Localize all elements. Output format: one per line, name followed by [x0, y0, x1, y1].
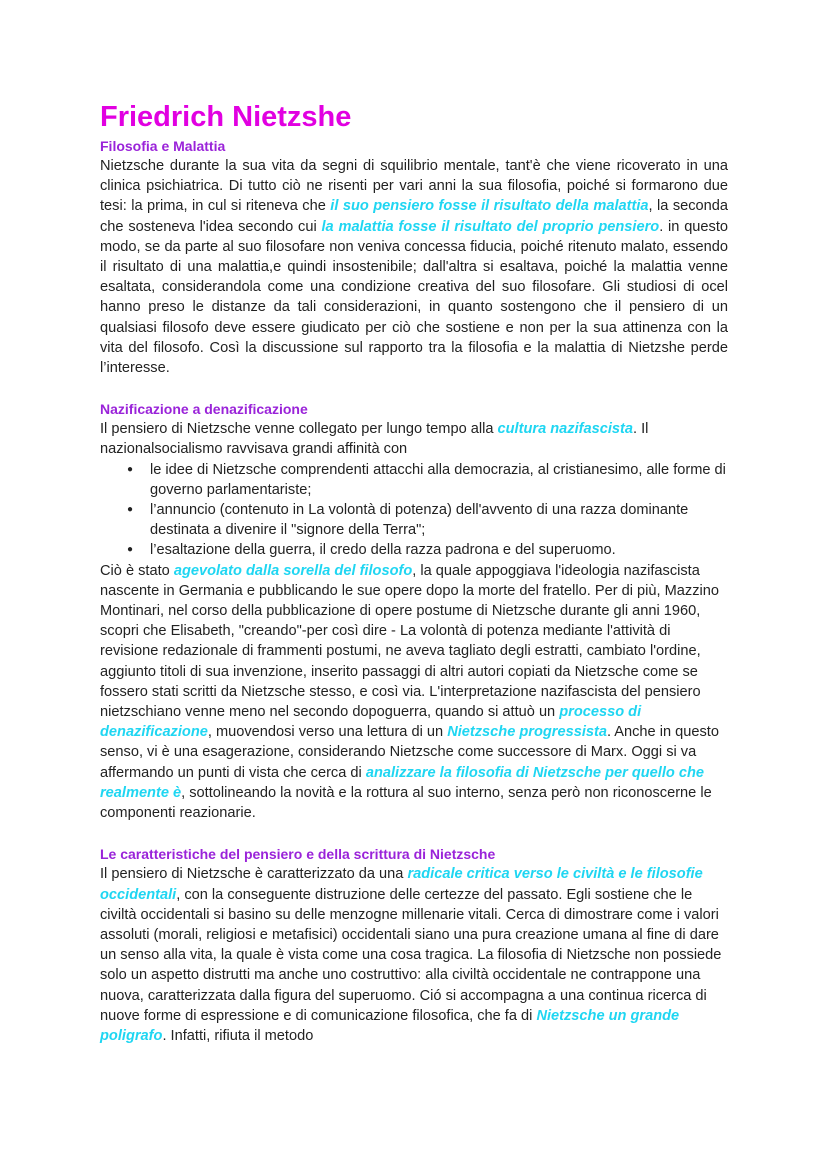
section-caratteristiche — [100, 844, 728, 1046]
section-paragraph — [100, 156, 728, 378]
section-heading: Nazificazione a denazificazione — [100, 401, 308, 418]
paragraph-text: , la quale appoggiava l'ideologia nazifascista nascente in Germania e pubblicando le sue opere dopo la morte del fratello. Per di più, Mazzino Montinari, nel corso della pubblicazione di opere postume di Nietzsche durante gli anni 1960, scopri che Elisabeth, "creando"-per così dire - La volontà di potenza mediante l'attività di revisione redazionale di frammenti postumi, ne aveva tagliato degli estratti, cambiato l'ordine, aggiunto titoli di sua invenzione, inserito passaggi di altri autori copiati da Nietzsche come se fossero stati scritti da Nietzsche stesso, e così via. L'interpretazione nazifascista del pensiero nietzschiano venne meno nel secondo dopoguerra, quando si attuò un — [100, 562, 719, 721]
spacer — [100, 378, 728, 399]
highlighted-text: analizzare la filosofia di Nietzsche per quello che realmente è — [100, 764, 705, 801]
paragraph-text: Nietzsche durante la sua vita da segni di squilibrio mentale, tant'è che viene ricoverato in una clinica psichiatrica. Di tutto ciò ne risenti per vari anni la sua filosofia, poiché si formarono due tesi: la prima, in cul si riteneva che — [100, 158, 728, 215]
paragraph-text: Ciò è stato — [100, 562, 174, 579]
section-paragraph — [100, 419, 728, 459]
highlighted-text: Nietzsche progressista — [447, 724, 607, 741]
paragraph-text: . Infatti, rifiuta il metodo — [162, 1027, 314, 1044]
document-title: Friedrich Nietzshe — [100, 101, 352, 133]
highlighted-text: cultura nazifascista — [497, 421, 633, 438]
paragraph-text: Il pensiero di Nietzsche venne collegato per lungo tempo alla — [100, 421, 498, 438]
paragraph-text: , la seconda che sosteneva l'idea secondo cui — [100, 198, 729, 235]
paragraph-text: , con la conseguente distruzione delle certezze del passato. Egli sostiene che le civiltà occidentali si basino su delle menzogne millenarie vitali. Cerca di dimostrare come i valori assoluti (morali, religiosi e metafisici) occidentali siano una pura creazione umana al fine di dare un senso alla vita, la quale è vista come una cosa tragica. La filosofia di Nietzsche non possiede solo un aspetto distrutti ma anche uno costruttivo: alla civiltà occidentale ne contrappone una nuova, caratterizzata dalla figura del superuomo. Ció si accompagna a una continua ricerca di nuove forme di espressione e di comunicazione filosofica, che fa di — [100, 886, 722, 1024]
section-paragraph — [100, 864, 728, 1046]
highlighted-text: agevolato dalla sorella del filosofo — [173, 562, 413, 579]
highlighted-text: la malattia fosse il risultato del proprio pensiero — [321, 218, 660, 235]
highlighted-text: processo di denazificazione — [100, 704, 642, 741]
bullet-list — [100, 460, 728, 561]
paragraph-text: , muovendosi verso una lettura di un — [207, 724, 448, 741]
section-heading: Le caratteristiche del pensiero e della scrittura di Nietzsche — [100, 846, 496, 863]
highlighted-text: radicale critica verso le civiltà e le filosofie occidentali — [100, 866, 703, 903]
paragraph-text: . in questo modo, se da parte al suo filosofare non veniva concessa fiducia, poiché ritenuto malato, essendo il risultato di una malattia,e quindi insostenibile; dall'altra si esaltava, poiché la malattia venne esaltata, considerandola come una condizione creativa del suo filosofare. Gli studiosi di ocel hanno preso le distanze da tali considerazioni, in quanto sostengono che il pensiero di un qualsiasi filosofo deve essere giudicato per ciò che sostiene e non per la sua attinenza con la vita del filosofo. Così la discussione sul rapporto tra la filosofia e la malattia di Nietzshe perde l’interesse. — [100, 218, 729, 377]
bullet-item: ● le idee di Nietzsche comprendenti attacchi alla democrazia, al cristianesimo, alle forme di governo parlamentariste; — [150, 460, 728, 500]
section-filosofia-malattia — [100, 136, 728, 378]
highlighted-text: il suo pensiero fosse il risultato della malattia — [330, 198, 649, 215]
paragraph-text: , sottolineando la novità e la rottura al suo interno, senza però non riconoscerne le componenti reazionarie. — [100, 784, 712, 822]
paragraph-text: . Anche in questo senso, vi è una esagerazione, considerando Nietzsche come successore di Marx. Oggi si va affermando un punti di vista che cerca di — [100, 724, 719, 781]
section-heading: Filosofia e Malattia — [100, 138, 226, 154]
bullet-item: ● l’esaltazione della guerra, il credo della razza padrona e del superuomo. — [150, 540, 728, 560]
section-nazificazione — [100, 399, 728, 823]
document-page — [100, 98, 728, 1046]
section-paragraph — [100, 561, 728, 824]
bullet-item: ● l’annuncio (contenuto in La volontà di potenza) dell'avvento di una razza dominante destinata a divenire il "signore della Terra"; — [150, 500, 728, 540]
paragraph-text: Il pensiero di Nietzsche è caratterizzato da una — [100, 866, 408, 883]
highlighted-text: Nietzsche un grande poligrafo — [100, 1007, 680, 1044]
paragraph-text: . Il nazionalsocialismo ravvisava grandi affinità con — [100, 421, 649, 458]
spacer — [100, 823, 728, 844]
